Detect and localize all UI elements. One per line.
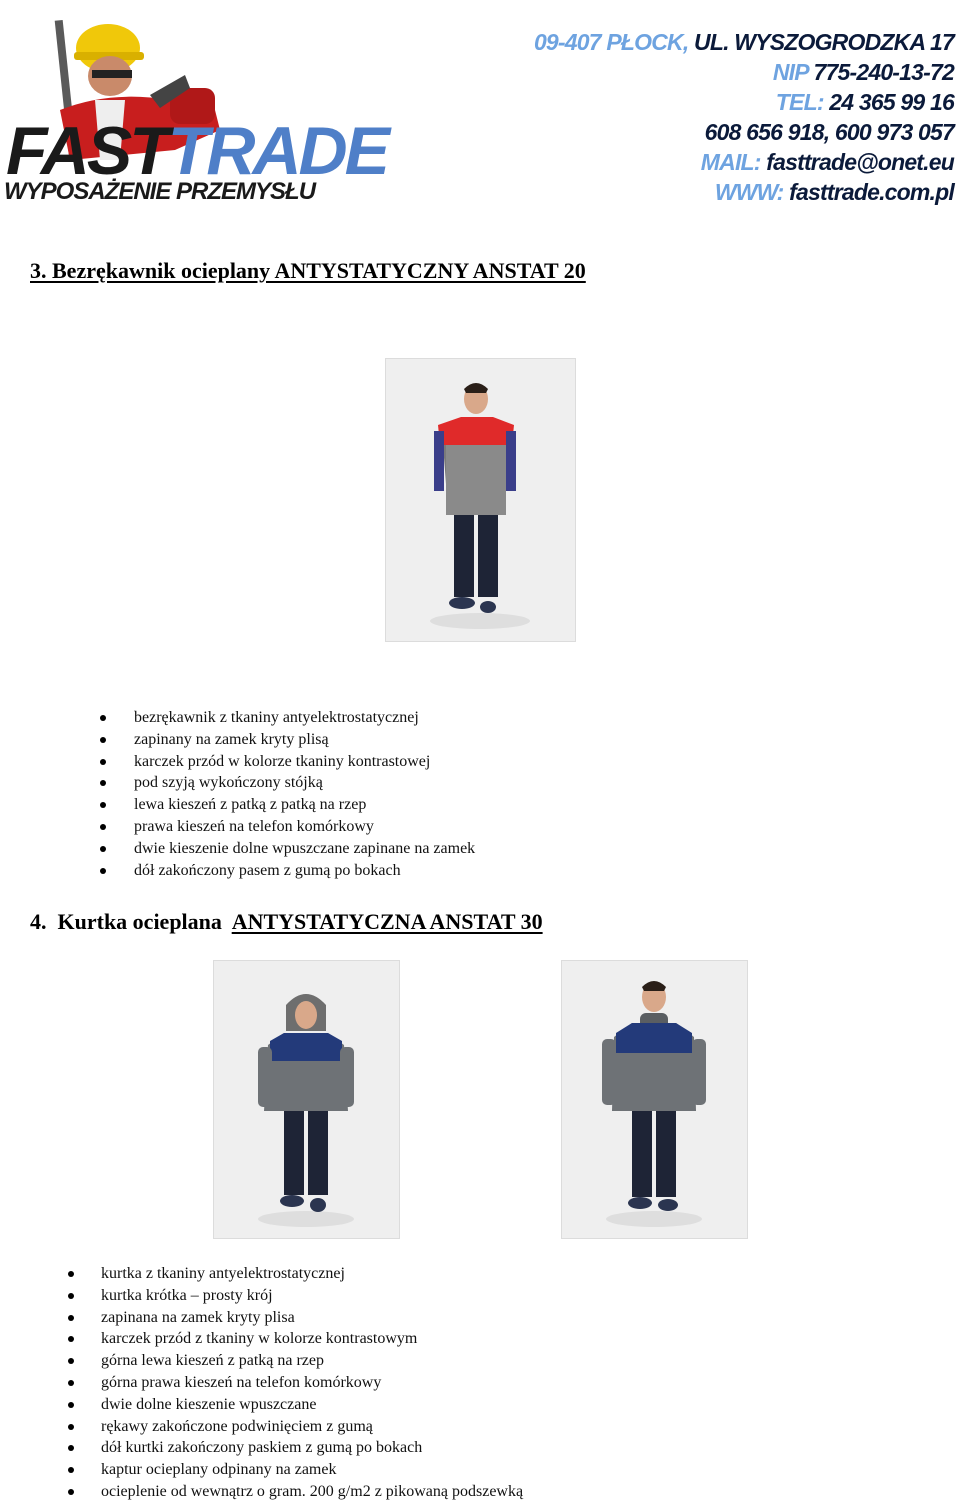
list-item: dwie dolne kieszenie wpuszczane xyxy=(101,1394,523,1416)
list-item: karczek przód z tkaniny w kolorze kontrastowym xyxy=(101,1328,523,1350)
logo-brand-trade: TRADE xyxy=(167,113,388,189)
vest-feature-list xyxy=(134,707,475,881)
contact-mail[interactable]: MAIL: fasttrade@onet.eu xyxy=(700,149,954,175)
contact-tel: TEL: 24 365 99 16 xyxy=(775,89,954,115)
list-item: zapinana na zamek kryty plisa xyxy=(101,1307,523,1329)
section-3-title: 3. Bezrękawnik ocieplany ANTYSTATYCZNY ANSTAT 20 xyxy=(30,258,586,283)
list-item: lewa kieszeń z patką z patką na rzep xyxy=(134,794,475,816)
list-item: górna prawa kieszeń na telefon komórkowy xyxy=(101,1372,523,1394)
list-item: prawa kieszeń na telefon komórkowy xyxy=(134,816,475,838)
contact-www[interactable]: WWW: fasttrade.com.pl xyxy=(714,179,954,205)
list-item: kaptur ocieplany odpinany na zamek xyxy=(101,1459,523,1481)
list-item: dół kurtki zakończony paskiem z gumą po bokach xyxy=(101,1437,523,1459)
list-item: dół zakończony pasem z gumą po bokach xyxy=(134,860,475,882)
list-item: kurtka krótka – prosty krój xyxy=(101,1285,523,1307)
list-item: dwie kieszenie dolne wpuszczane zapinane na zamek xyxy=(134,838,475,860)
vest-photo xyxy=(385,358,576,642)
list-item: karczek przód w kolorze tkaniny kontrastowej xyxy=(134,751,475,773)
logo-brand-fast: FAST xyxy=(6,113,168,189)
section-4-title: 4. Kurtka ocieplana ANTYSTATYCZNA ANSTAT 30 xyxy=(30,909,543,934)
jacket-photo-no-hood xyxy=(561,960,748,1239)
list-item: ocieplenie od wewnątrz o gram. 200 g/m2 z pikowaną podszewką xyxy=(101,1481,523,1503)
contact-nip: NIP 775-240-13-72 xyxy=(772,59,954,85)
list-item: bezrękawnik z tkaniny antyelektrostatycznej xyxy=(134,707,475,729)
list-item: pod szyją wykończony stójką xyxy=(134,772,475,794)
jacket-photo-hood xyxy=(213,960,400,1239)
jacket-feature-list xyxy=(101,1263,523,1503)
list-item: kurtka z tkaniny antyelektrostatycznej xyxy=(101,1263,523,1285)
contact-address: 09-407 PŁOCK, UL. WYSZOGRODZKA 17 xyxy=(533,29,954,55)
list-item: rękawy zakończone podwinięciem z gumą xyxy=(101,1416,523,1438)
list-item: górna lewa kieszeń z patką na rzep xyxy=(101,1350,523,1372)
logo-tagline: WYPOSAŻENIE PRZEMYSŁU xyxy=(4,178,316,205)
list-item: zapinany na zamek kryty plisą xyxy=(134,729,475,751)
contact-phones: 608 656 918, 600 973 057 xyxy=(704,119,954,145)
company-logo xyxy=(0,0,388,215)
